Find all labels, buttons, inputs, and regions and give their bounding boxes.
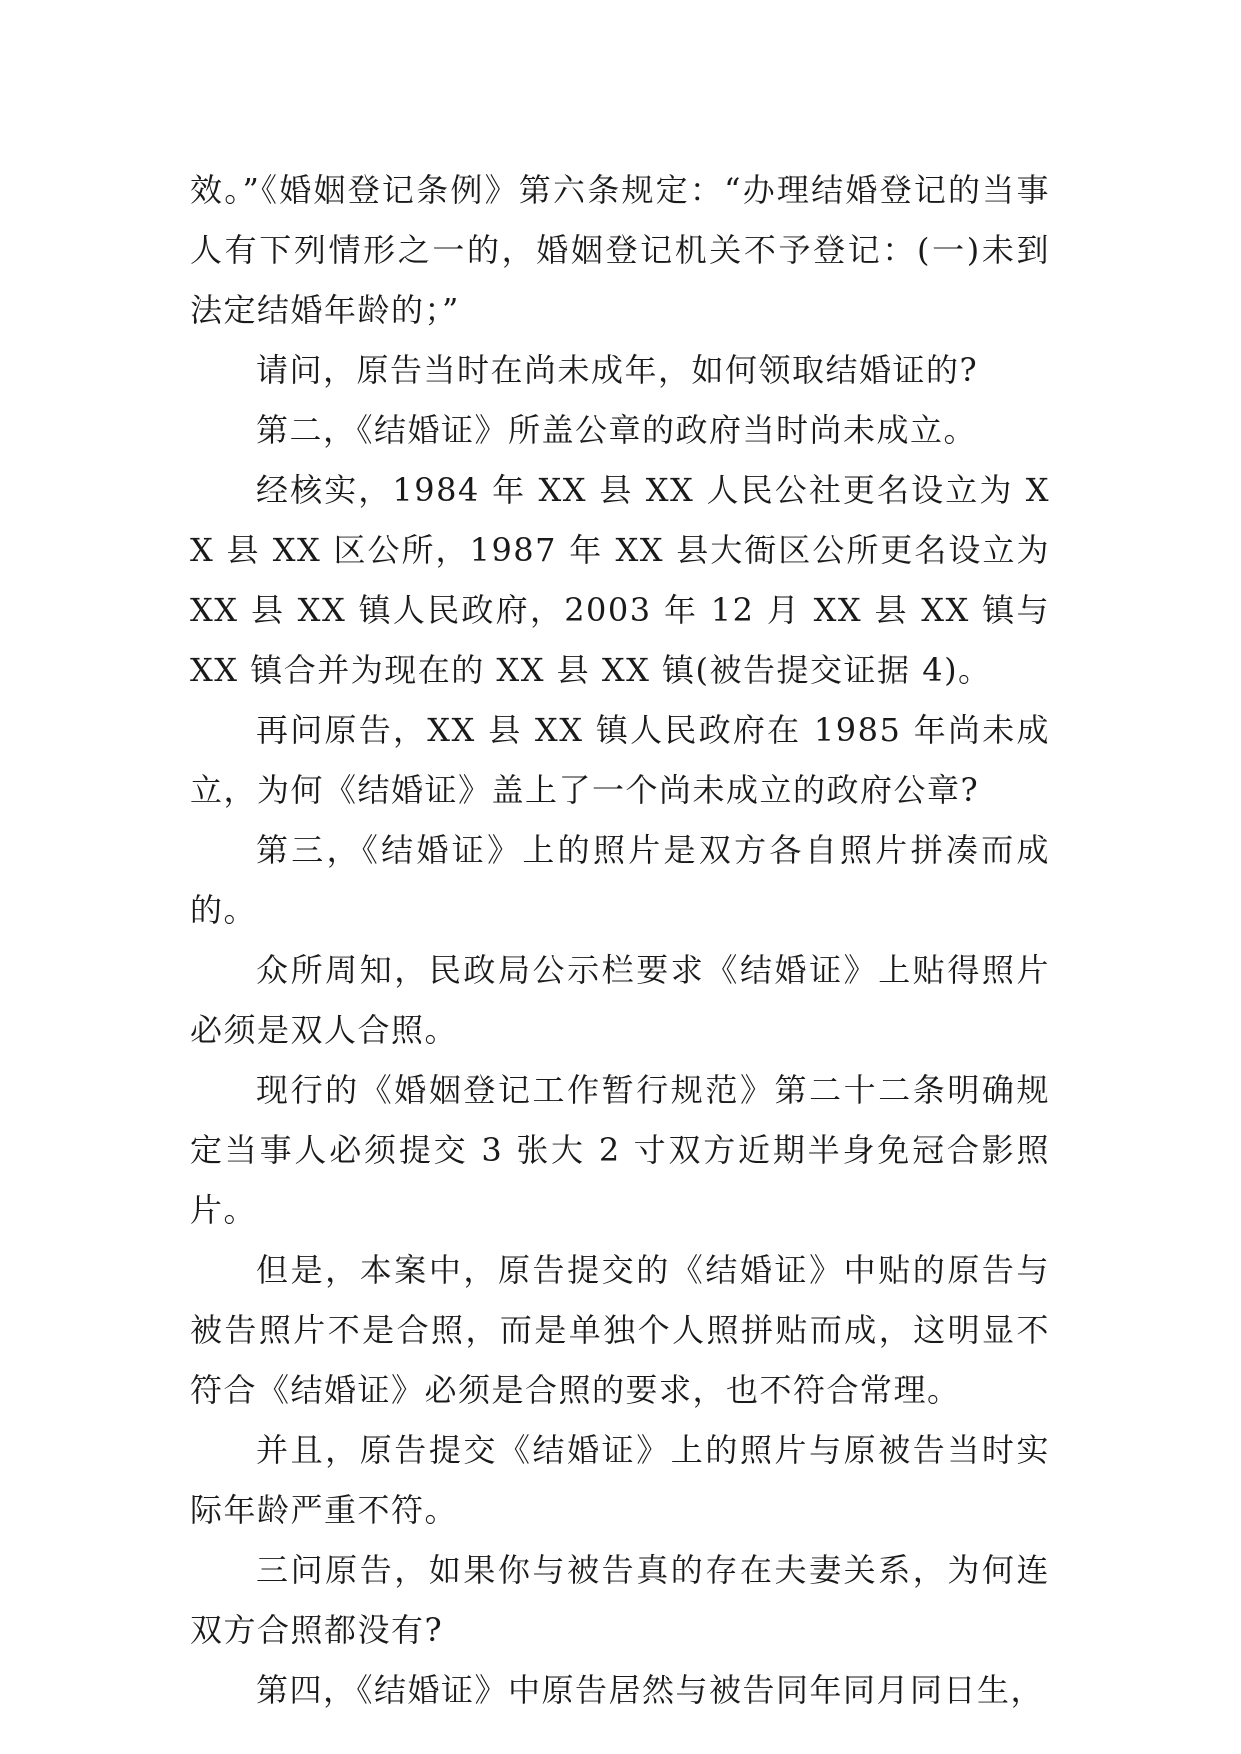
paragraph-question-three: 三问原告，如果你与被告真的存在夫妻关系，为何连双方合照都没有? xyxy=(190,1551,1050,1649)
paragraph-verification: 经核实，1984 年 XX 县 XX 人民公社更名设立为 XX 县 XX 区公所，1987 年 XX 县大衙区公所更名设立为 XX 县 XX 镇人民政府，2003 年 12 月 XX 县 XX 镇与 XX 镇合并为现在的 XX 县 XX 镇(被告提交证据 4)。 xyxy=(190,471,1050,689)
paragraph-case-photos: 但是，本案中，原告提交的《结婚证》中贴的原告与被告照片不是合照，而是单独个人照拼贴而成，这明显不符合《结婚证》必须是合照的要求，也不符合常理。 xyxy=(190,1251,1050,1409)
paragraph-common-knowledge: 众所周知，民政局公示栏要求《结婚证》上贴得照片必须是双人合照。 xyxy=(190,951,1050,1049)
document-body xyxy=(190,160,1050,1720)
paragraph-continuation: 效。”《婚姻登记条例》第六条规定：“办理结婚登记的当事人有下列情形之一的，婚姻登记机关不予登记：(一)未到法定结婚年龄的；” xyxy=(190,171,1050,329)
paragraph-point-two: 第二，《结婚证》所盖公章的政府当时尚未成立。 xyxy=(256,411,978,449)
paragraph-regulation: 现行的《婚姻登记工作暂行规范》第二十二条明确规定当事人必须提交 3 张大 2 寸双方近期半身免冠合影照片。 xyxy=(190,1071,1050,1229)
paragraph-point-four: 第四，《结婚证》中原告居然与被告同年同月同日生， xyxy=(256,1671,1045,1709)
paragraph-question-one: 请问，原告当时在尚未成年，如何领取结婚证的? xyxy=(256,351,979,389)
paragraph-age-mismatch: 并且，原告提交《结婚证》上的照片与原被告当时实际年龄严重不符。 xyxy=(190,1431,1050,1529)
paragraph-question-two: 再问原告，XX 县 XX 镇人民政府在 1985 年尚未成立，为何《结婚证》盖上了一个尚未成立的政府公章? xyxy=(190,711,1050,809)
paragraph-point-three: 第三，《结婚证》上的照片是双方各自照片拼凑而成的。 xyxy=(190,831,1050,929)
